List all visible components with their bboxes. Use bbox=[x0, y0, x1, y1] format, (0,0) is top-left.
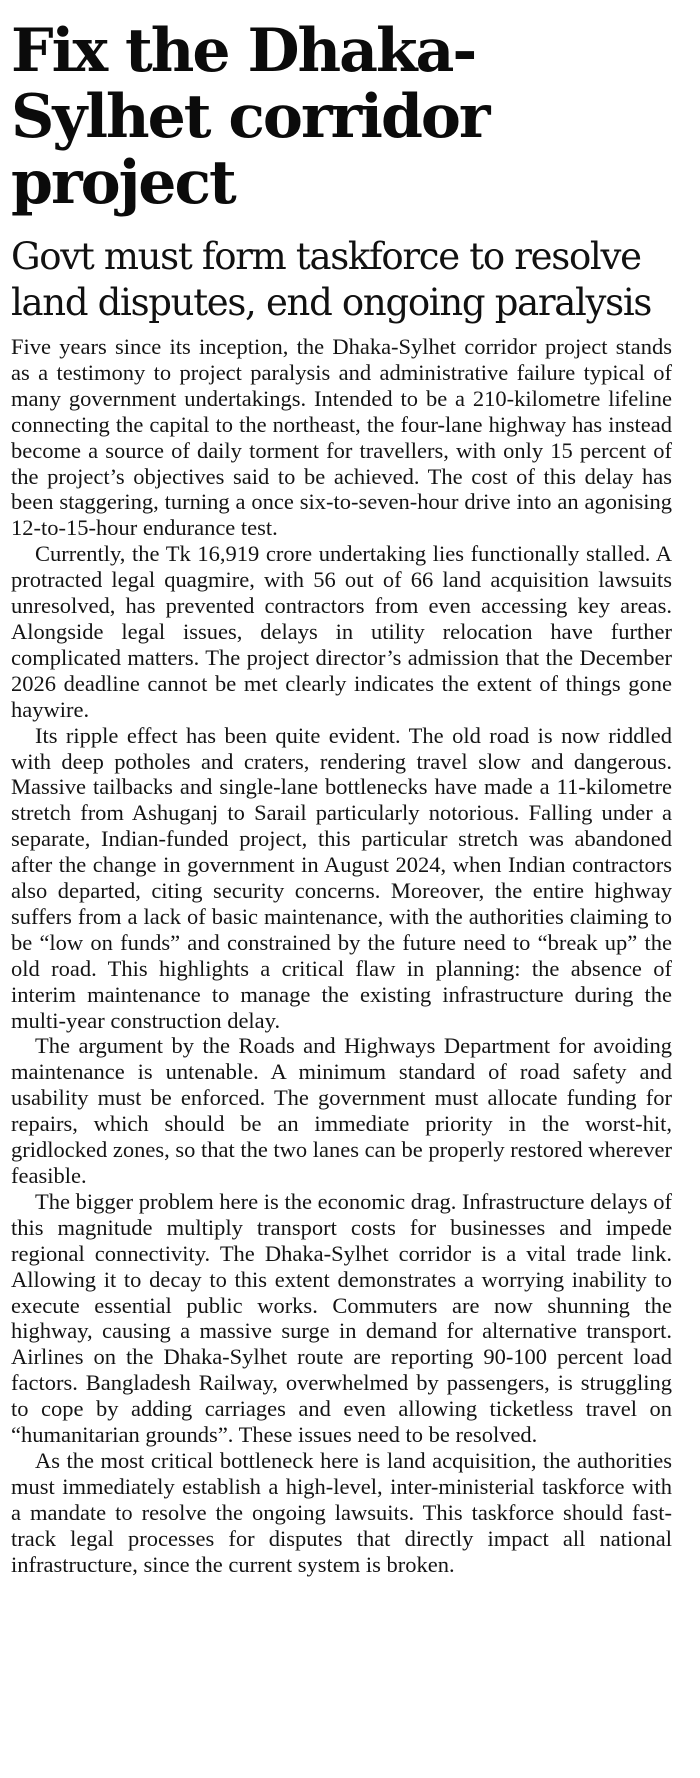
paragraph-2: Currently, the Tk 16,919 crore undertaking lies functionally stalled. A protracted legal quagmire, with 56 out of 66 land acquisition lawsuits unresolved, has prevented contractors from even accessing key areas. Alongside legal issues, delays in utility relocation have further complicated matters. The project director’s admission that the December 2026 deadline cannot be met clearly indicates the extent of things gone haywire. bbox=[11, 541, 672, 722]
paragraph-4: The argument by the Roads and Highways Department for avoiding maintenance is untenable. A minimum standard of road safety and usability must be enforced. The government must allocate funding for repairs, which should be an immediate priority in the worst-hit, gridlocked zones, so that the two lanes can be properly restored wherever feasible. bbox=[11, 1033, 673, 1188]
subheadline: Govt must form taskforce to resolve land disputes, end ongoing paralysis bbox=[11, 235, 652, 324]
article-body bbox=[11, 334, 672, 1578]
paragraph-1: Five years since its inception, the Dhaka-Sylhet corridor project stands as a testimony to project paralysis and administrative failure typical of many government undertakings. Intended to be a 210-kilometre lifeline connecting the capital to the northeast, the four-lane highway has instead become a source of daily torment for travellers, with only 15 percent of the project’s objectives said to be achieved. The cost of this delay has been staggering, turning a once six-to-seven-hour drive into an agonising 12-to-15-hour endurance test. bbox=[11, 334, 672, 541]
paragraph-5: The bigger problem here is the economic drag. Infrastructure delays of this magnitude multiply transport costs for businesses and impede regional connectivity. The Dhaka-Sylhet corridor is a vital trade link. Allowing it to decay to this extent demonstrates a worrying inability to execute essential public works. Commuters are now shunning the highway, causing a massive surge in demand for alternative transport. Airlines on the Dhaka-Sylhet route are reporting 90-100 percent load factors. Bangladesh Railway, overwhelmed by passengers, is struggling to cope by adding carriages and even allowing ticketless travel on “humanitarian grounds”. These issues need to be resolved. bbox=[11, 1188, 672, 1448]
paragraph-6: As the most critical bottleneck here is land acquisition, the authorities must immediately establish a high-level, inter-ministerial taskforce with a mandate to resolve the ongoing lawsuits. This taskforce should fast-track legal processes for disputes that directly impact all national infrastructure, since the current system is broken. bbox=[11, 1447, 672, 1577]
headline: Fix the Dhaka-Sylhet corridor project bbox=[11, 16, 489, 218]
paragraph-3: Its ripple effect has been quite evident. The old road is now riddled with deep potholes and craters, rendering travel slow and dangerous. Massive tailbacks and single-lane bottlenecks have made a 11-kilometre stretch from Ashuganj to Sarail particularly notorious. Falling under a separate, Indian-funded project, this particular stretch was abandoned after the change in government in August 2024, when Indian contractors also departed, citing security concerns. Moreover, the entire highway suffers from a lack of basic maintenance, with the authorities claiming to be “low on funds” and constrained by the future need to “break up” the old road. This highlights a critical flaw in planning: the absence of interim maintenance to manage the existing infrastructure during the multi-year construction delay. bbox=[11, 722, 672, 1033]
